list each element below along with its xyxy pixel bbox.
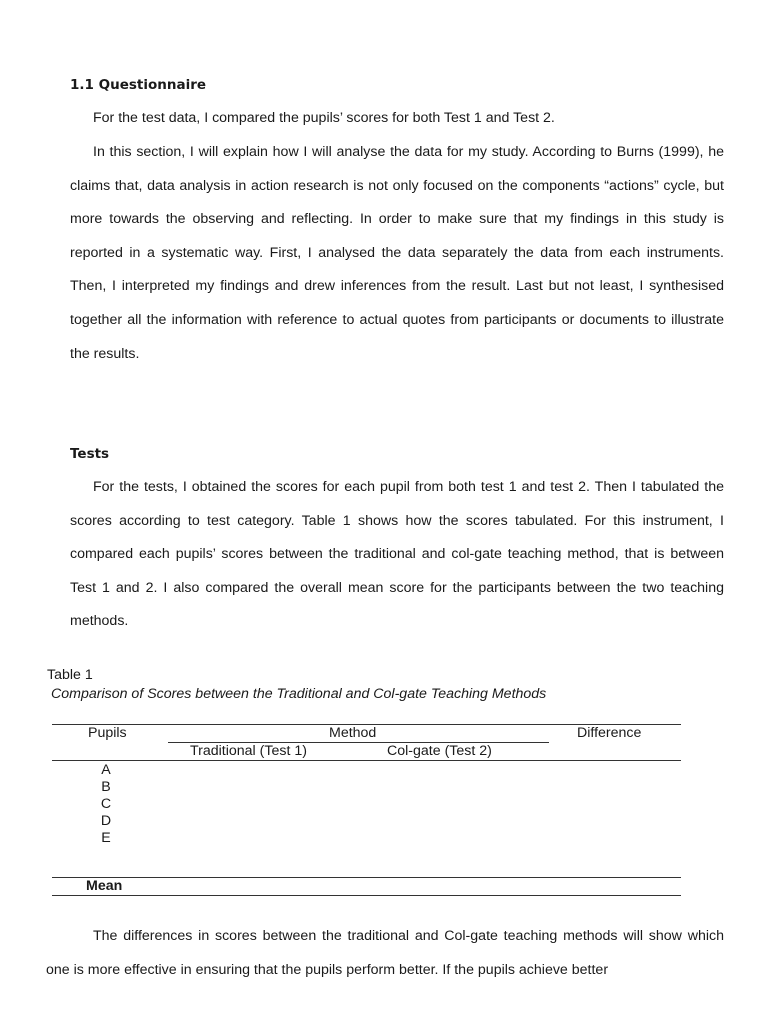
mean-label: Mean (86, 878, 123, 894)
questionnaire-paragraph-1: For the test data, I compared the pupils’ scores for both Test 1 and Test 2. (93, 110, 555, 126)
table-bottom-rule (52, 895, 681, 896)
header-traditional: Traditional (Test 1) (190, 743, 307, 759)
table-label: Table 1 (47, 667, 93, 683)
header-method: Method (329, 725, 377, 741)
header-difference: Difference (577, 725, 642, 741)
tests-heading: Tests (70, 446, 110, 462)
header-colgate: Col-gate (Test 2) (387, 743, 492, 759)
questionnaire-paragraph-2: In this section, I will explain how I will analyse the data for my study. According to Burns (1999), he claims that, data analysis in action research is not only focused on the components “actions” cycle, but more towards the observing and reflecting. In order to make sure that my findings in this study is reported in a systematic way. First, I analysed the data separately the data from each instruments. Then, I interpreted my findings and drew inferences from the result. Last but not least, I synthesised together all the information with reference to actual quotes from participants or documents to illustrate the results. (70, 144, 724, 362)
closing-paragraph: The differences in scores between the traditional and Col-gate teaching methods will show which one is more effective in ensuring that the pupils perform better. If the pupils achieve better (46, 928, 724, 978)
questionnaire-heading: 1.1 Questionnaire (70, 77, 207, 93)
mean-top-rule (52, 877, 681, 878)
tests-paragraph: For the tests, I obtained the scores for each pupil from both test 1 and test 2. Then I tabulated the scores according to test category. Table 1 shows how the scores tabulated. For this instrument, I compared each pupils’ scores between the traditional and col-gate teaching method, that is between Test 1 and 2. I also compared the overall mean score for the participants between the two teaching methods. (70, 479, 724, 630)
pupil-row: A (101, 762, 111, 778)
table-title: Comparison of Scores between the Traditional and Col-gate Teaching Methods (51, 686, 547, 702)
pupil-row: E (101, 830, 111, 846)
pupil-row: D (100, 813, 112, 829)
pupil-list (96, 762, 116, 847)
pupil-row: C (100, 796, 112, 812)
header-bottom-rule (52, 760, 681, 761)
header-pupils: Pupils (88, 725, 127, 741)
pupil-row: B (101, 779, 111, 795)
